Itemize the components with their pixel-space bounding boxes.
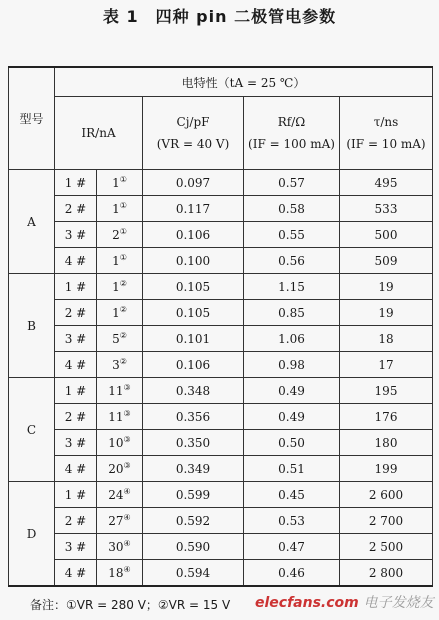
table-row	[9, 170, 433, 196]
type-cell: B	[9, 274, 55, 378]
rf-cell: 1.15	[244, 274, 340, 300]
ir-cell	[97, 378, 143, 404]
ir-cell	[97, 560, 143, 587]
ir-cell	[97, 482, 143, 508]
tau-cell: 2 500	[340, 534, 433, 560]
cj-cell: 0.105	[143, 274, 244, 300]
cj-cell: 0.106	[143, 222, 244, 248]
rf-cell: 0.56	[244, 248, 340, 274]
sample-no-cell: 2 #	[55, 300, 97, 326]
footnote-mark: ③	[123, 435, 131, 444]
footnote-mark: ②	[119, 305, 127, 314]
watermark-suffix: 电子发烧友	[363, 595, 434, 611]
sample-no-cell: 4 #	[55, 560, 97, 587]
ir-value: 18	[108, 566, 124, 580]
ir-value: 11	[108, 410, 124, 424]
rf-cell: 0.85	[244, 300, 340, 326]
ir-value: 20	[108, 462, 124, 476]
ir-cell	[97, 222, 143, 248]
type-cell: C	[9, 378, 55, 482]
rf-cell: 0.49	[244, 378, 340, 404]
tau-cell: 19	[340, 274, 433, 300]
ir-value: 1	[112, 176, 120, 190]
ir-cell	[97, 404, 143, 430]
tau-cell: 199	[340, 456, 433, 482]
type-cell: A	[9, 170, 55, 274]
type-cell: D	[9, 482, 55, 587]
cj-cell: 0.348	[143, 378, 244, 404]
footnote-mark: ④	[123, 487, 131, 496]
ir-cell	[97, 352, 143, 378]
ir-cell	[97, 430, 143, 456]
footnote-mark: ①	[119, 175, 127, 184]
sample-no-cell: 2 #	[55, 196, 97, 222]
ir-header: IR/nA	[55, 97, 143, 170]
rf-header	[244, 97, 340, 170]
table-row	[9, 404, 433, 430]
rf-cell: 0.53	[244, 508, 340, 534]
cj-cell: 0.590	[143, 534, 244, 560]
footnote-mark: ③	[123, 383, 131, 392]
ir-value: 2	[112, 228, 120, 242]
sample-no-cell: 3 #	[55, 430, 97, 456]
table-row	[9, 508, 433, 534]
ir-cell	[97, 508, 143, 534]
ir-cell	[97, 196, 143, 222]
sample-no-cell: 1 #	[55, 378, 97, 404]
tau-cell: 533	[340, 196, 433, 222]
footnote-mark: ③	[123, 461, 131, 470]
sample-no-cell: 4 #	[55, 352, 97, 378]
rf-cell: 0.49	[244, 404, 340, 430]
cj-cell: 0.594	[143, 560, 244, 587]
watermark-logo	[255, 592, 434, 612]
ir-value: 24	[108, 488, 124, 502]
cj-cell: 0.592	[143, 508, 244, 534]
tau-cell: 195	[340, 378, 433, 404]
sample-no-cell: 4 #	[55, 248, 97, 274]
table-row	[9, 430, 433, 456]
type-header: 型号	[9, 67, 55, 170]
sample-no-cell: 4 #	[55, 456, 97, 482]
tau-header	[340, 97, 433, 170]
rf-cell: 0.55	[244, 222, 340, 248]
tau-cell: 19	[340, 300, 433, 326]
footnote-mark: ④	[123, 565, 131, 574]
footnote-mark: ①	[119, 201, 127, 210]
rf-label: Rf/Ω	[277, 115, 306, 129]
ir-value: 3	[112, 358, 120, 372]
table-title: 表 1 四种 pin 二极管电参数	[102, 7, 337, 26]
rf-cell: 0.50	[244, 430, 340, 456]
ir-cell	[97, 534, 143, 560]
rf-condition: (IF = 100 mA)	[248, 137, 335, 151]
ir-value: 30	[108, 540, 124, 554]
cj-cell: 0.101	[143, 326, 244, 352]
tau-cell: 500	[340, 222, 433, 248]
footnote-mark: ④	[123, 513, 131, 522]
ir-value: 5	[112, 332, 120, 346]
sample-no-cell: 2 #	[55, 508, 97, 534]
ir-value: 1	[112, 280, 120, 294]
footnote-mark: ①	[119, 227, 127, 236]
cj-condition: (VR = 40 V)	[156, 137, 230, 151]
rf-cell: 0.51	[244, 456, 340, 482]
sample-no-cell: 1 #	[55, 482, 97, 508]
footnote-mark: ②	[119, 279, 127, 288]
sample-no-cell: 3 #	[55, 222, 97, 248]
ir-value: 1	[112, 254, 120, 268]
ir-value: 1	[112, 306, 120, 320]
rf-cell: 0.57	[244, 170, 340, 196]
footnote: 备注：①VR = 280 V；②VR = 15 V	[30, 598, 231, 612]
table-row	[9, 456, 433, 482]
ir-value: 11	[108, 384, 124, 398]
footnote-mark: ②	[119, 331, 127, 340]
ir-cell	[97, 170, 143, 196]
cj-cell: 0.356	[143, 404, 244, 430]
table-row	[9, 248, 433, 274]
table-row	[9, 196, 433, 222]
tau-condition: (IF = 10 mA)	[346, 137, 426, 151]
footnote-mark: ②	[119, 357, 127, 366]
table-row	[9, 300, 433, 326]
tau-cell: 2 800	[340, 560, 433, 587]
rf-cell: 1.06	[244, 326, 340, 352]
footnote-mark: ③	[123, 409, 131, 418]
table-row	[9, 482, 433, 508]
tau-cell: 2 700	[340, 508, 433, 534]
ir-value: 10	[108, 436, 124, 450]
cj-cell: 0.097	[143, 170, 244, 196]
rf-cell: 0.46	[244, 560, 340, 587]
tau-cell: 180	[340, 430, 433, 456]
table-row	[9, 352, 433, 378]
cj-cell: 0.100	[143, 248, 244, 274]
cj-cell: 0.349	[143, 456, 244, 482]
ir-value: 1	[112, 202, 120, 216]
sample-no-cell: 1 #	[55, 274, 97, 300]
table-row	[9, 560, 433, 587]
ir-cell	[97, 248, 143, 274]
sample-no-cell: 2 #	[55, 404, 97, 430]
table-row	[9, 274, 433, 300]
cj-cell: 0.106	[143, 352, 244, 378]
cj-header	[143, 97, 244, 170]
tau-cell: 495	[340, 170, 433, 196]
tau-cell: 2 600	[340, 482, 433, 508]
sample-no-cell: 1 #	[55, 170, 97, 196]
tau-cell: 18	[340, 326, 433, 352]
sample-no-cell: 3 #	[55, 326, 97, 352]
parameter-table	[8, 66, 433, 587]
tau-cell: 17	[340, 352, 433, 378]
table-row	[9, 378, 433, 404]
table-row	[9, 222, 433, 248]
ir-cell	[97, 274, 143, 300]
ir-cell	[97, 456, 143, 482]
rf-cell: 0.45	[244, 482, 340, 508]
tau-cell: 176	[340, 404, 433, 430]
ir-cell	[97, 300, 143, 326]
watermark-text: elecfans.com	[255, 595, 359, 611]
ir-value: 27	[108, 514, 124, 528]
tau-cell: 509	[340, 248, 433, 274]
rf-cell: 0.98	[244, 352, 340, 378]
footnote-mark: ④	[123, 539, 131, 548]
cj-cell: 0.350	[143, 430, 244, 456]
group-header: 电特性（tA = 25 ℃）	[55, 67, 433, 97]
rf-cell: 0.47	[244, 534, 340, 560]
sample-no-cell: 3 #	[55, 534, 97, 560]
cj-cell: 0.599	[143, 482, 244, 508]
rf-cell: 0.58	[244, 196, 340, 222]
cj-label: Cj/pF	[176, 115, 210, 129]
table-body	[9, 170, 433, 587]
tau-label: τ/ns	[373, 115, 399, 129]
ir-cell	[97, 326, 143, 352]
table-row	[9, 326, 433, 352]
table-row	[9, 534, 433, 560]
footnote-mark: ①	[119, 253, 127, 262]
cj-cell: 0.117	[143, 196, 244, 222]
cj-cell: 0.105	[143, 300, 244, 326]
